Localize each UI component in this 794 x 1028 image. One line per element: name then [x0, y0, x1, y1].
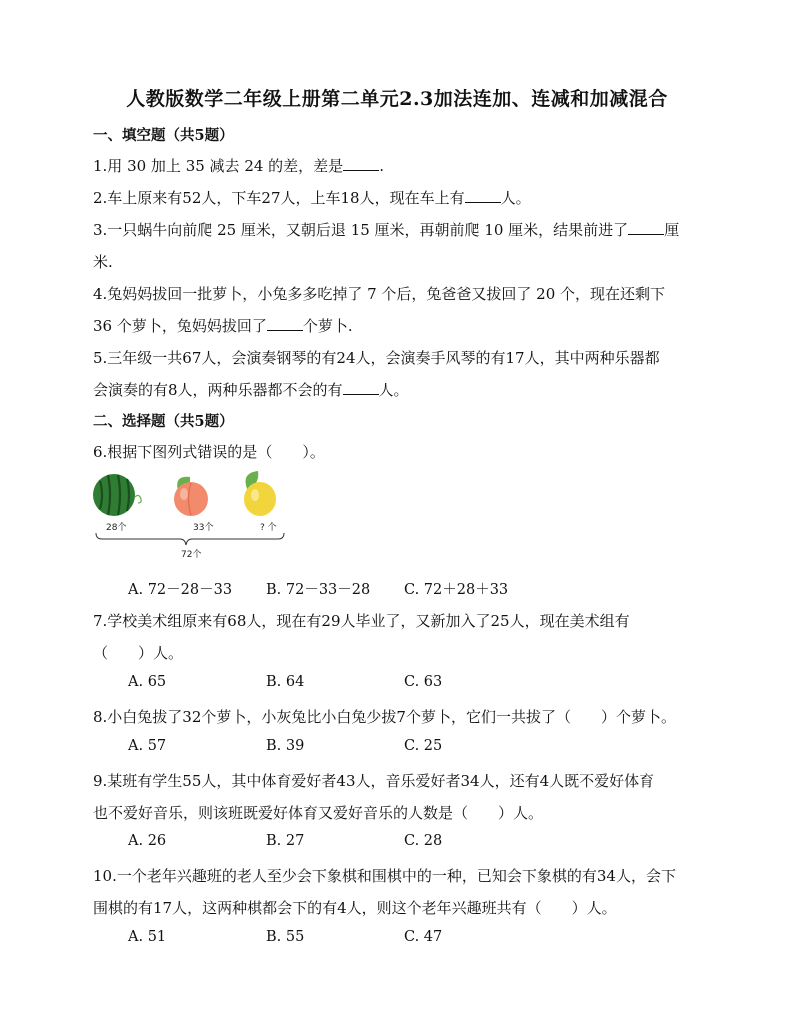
fruit-figure: [90, 467, 290, 567]
watermelon-count-label: 28个: [106, 523, 127, 533]
peach-count-label: 33个: [193, 523, 214, 533]
question-3-text: 3.一只蜗牛向前爬 25 厘米，又朝后退 15 厘米，再朝前爬 10 厘米，结果前进了: [93, 221, 629, 239]
watermelon-icon: [93, 474, 141, 516]
answer-blank[interactable]: [628, 222, 664, 235]
option-b[interactable]: B. 27: [266, 833, 305, 849]
question-4-end: 个萝卜.: [302, 317, 353, 335]
question-3: [93, 219, 713, 240]
question-9: 9.某班有学生55人，其中体育爱好者43人，音乐爱好者34人，还有4人既不爱好体育: [93, 772, 655, 790]
section-fill-in: 一、填空题（共5题）: [93, 127, 234, 144]
question-5: 5.三年级一共67人，会演奏钢琴的有24人，会演奏手风琴的有17人，其中两种乐器都: [93, 349, 660, 367]
option-b[interactable]: B. 39: [266, 738, 305, 754]
question-10-options: [128, 929, 442, 945]
option-a[interactable]: A. 57: [128, 738, 167, 754]
lemon-icon: [244, 471, 276, 516]
question-10: 10.一个老年兴趣班的老人至少会下象棋和围棋中的一种，已知会下象棋的有34人，会下: [93, 867, 676, 885]
answer-blank[interactable]: [343, 158, 379, 171]
question-2-end: 人。: [500, 189, 531, 207]
option-c[interactable]: C. 63: [404, 674, 443, 690]
option-b[interactable]: B. 55: [266, 929, 305, 945]
question-8-options: [128, 738, 442, 754]
peach-icon: [174, 477, 208, 516]
option-c[interactable]: C. 72＋28＋33: [404, 582, 509, 598]
page-title: 人教版数学二年级上册第二单元2.3加法连加、连减和加减混合: [126, 88, 668, 110]
answer-blank[interactable]: [267, 318, 303, 331]
question-7-options: [128, 674, 442, 690]
lemon-count-label: ? 个: [260, 523, 277, 533]
question-5-end: 人。: [378, 381, 409, 399]
option-a[interactable]: A. 72－28－33: [128, 582, 233, 598]
question-4-text: 36 个萝卜，兔妈妈拔回了: [93, 317, 267, 335]
question-7: 7.学校美术组原来有68人，现在有29人毕业了，又新加入了25人，现在美术组有: [93, 612, 630, 630]
total-count-label: 72个: [181, 550, 202, 560]
option-a[interactable]: A. 51: [128, 929, 167, 945]
question-6: 6.根据下图列式错误的是（ ）。: [93, 443, 325, 461]
question-4-cont: [93, 315, 713, 336]
question-5-text: 会演奏的有8人，两种乐器都不会的有: [93, 381, 343, 399]
question-10-cont: 围棋的有17人，这两种棋都会下的有4人，则这个老年兴趣班共有（ ）人。: [93, 899, 617, 917]
option-b[interactable]: B. 72－33－28: [266, 582, 371, 598]
option-a[interactable]: A. 65: [128, 674, 167, 690]
question-2-text: 2.车上原来有52人，下车27人，上车18人，现在车上有: [93, 189, 465, 207]
question-4: 4.兔妈妈拔回一批萝卜，小兔多多吃掉了 7 个后，兔爸爸又拔回了 20 个，现在还剩下: [93, 285, 666, 303]
question-8: 8.小白兔拔了32个萝卜，小灰兔比小白兔少拔7个萝卜，它们一共拔了（ ）个萝卜。: [93, 708, 676, 726]
question-5-cont: [93, 379, 713, 400]
question-1: [93, 155, 713, 176]
total-brace: [96, 533, 284, 545]
question-2: [93, 187, 713, 208]
section-multiple-choice: 二、选择题（共5题）: [93, 413, 234, 430]
question-1-text: 1.用 30 加上 35 减去 24 的差，差是: [93, 157, 344, 175]
option-c[interactable]: C. 47: [404, 929, 443, 945]
option-b[interactable]: B. 64: [266, 674, 305, 690]
option-c[interactable]: C. 25: [404, 738, 443, 754]
question-1-end: .: [379, 157, 384, 175]
question-3-cont: 米.: [93, 253, 113, 271]
question-9-cont: 也不爱好音乐，则该班既爱好体育又爱好音乐的人数是（ ）人。: [93, 804, 544, 822]
option-a[interactable]: A. 26: [128, 833, 167, 849]
answer-blank[interactable]: [343, 382, 379, 395]
question-9-options: [128, 833, 442, 849]
question-3-unit: 厘: [664, 221, 680, 239]
answer-blank[interactable]: [465, 190, 501, 203]
question-6-options: [128, 578, 508, 599]
question-7-cont: （ ）人。: [93, 644, 184, 662]
option-c[interactable]: C. 28: [404, 833, 443, 849]
